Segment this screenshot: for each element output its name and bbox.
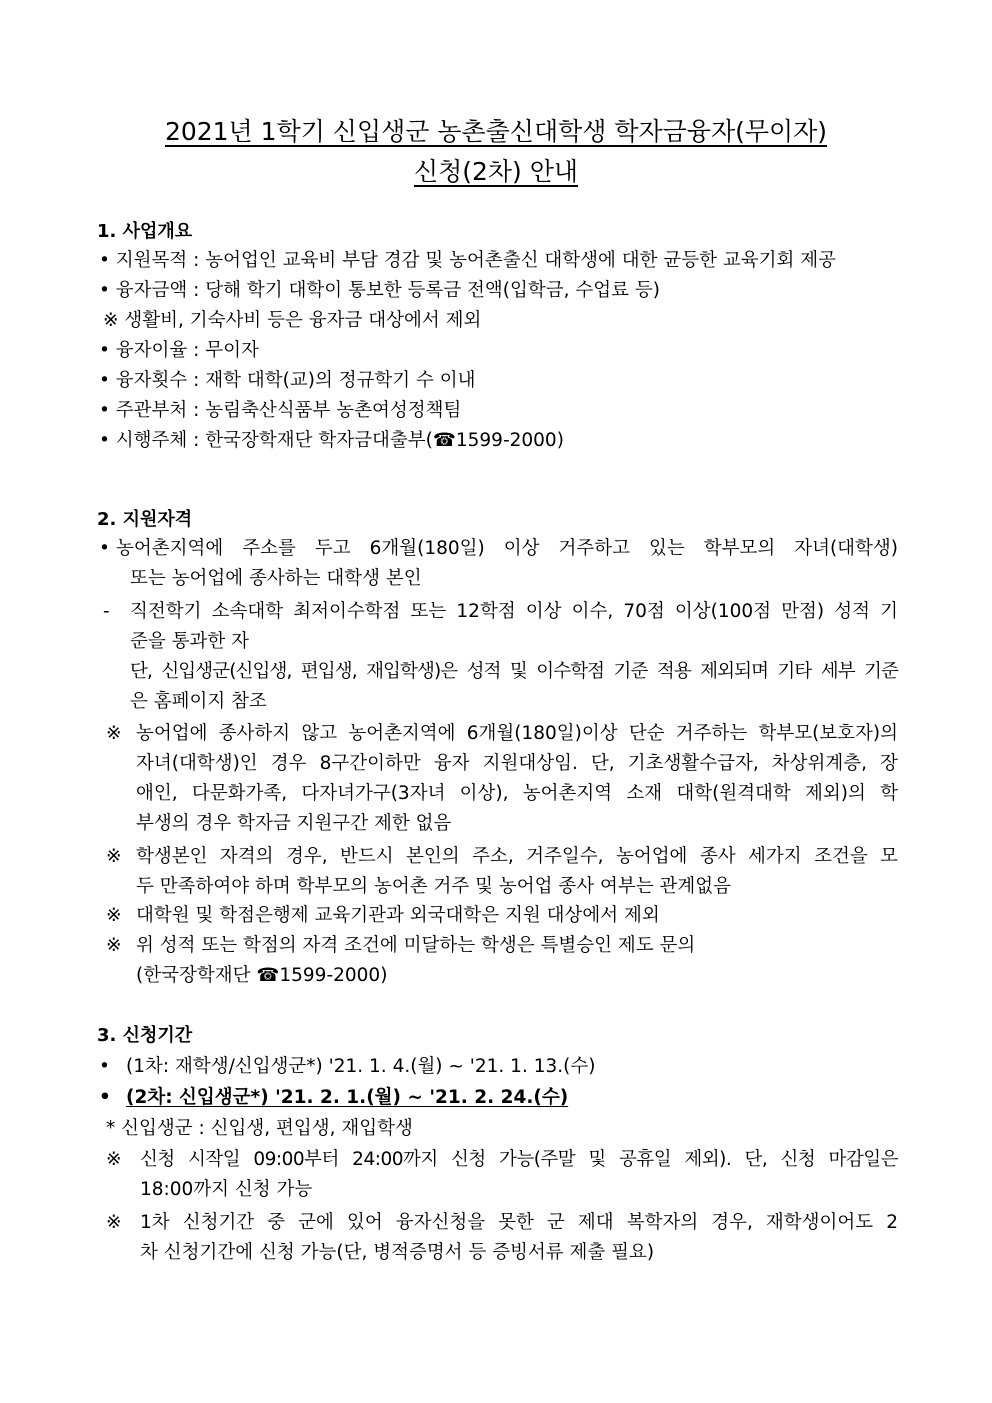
section1-heading: 1. 사업개요	[97, 221, 193, 242]
section2-heading: 2. 지원자격	[97, 509, 193, 530]
eligibility-note2-line2: 두 만족하여야 하며 학부모의 농어촌 거주 및 농어업 종사 여부는 관계없음	[136, 876, 731, 897]
overview-exclusion-note: ※ 생활비, 기숙사비 등은 융자금 대상에서 제외	[103, 310, 482, 331]
eligibility-note4-marker: ※	[106, 935, 122, 956]
eligibility-freshman-line1: 단, 신입생군(신입생, 편입생, 재입학생)은 성적 및 이수학점 기준 적용 제외되며 기타 세부 기준	[130, 661, 898, 682]
overview-operator: • 시행주체 : 한국장학재단 학자금대출부(☎1599-2000)	[99, 430, 564, 451]
overview-count: • 융자횟수 : 재학 대학(교)의 정규학기 수 이내	[99, 370, 476, 391]
period-note2-marker: ※	[106, 1212, 122, 1233]
period-note2-line1: 1차 신청기간 중 군에 있어 융자신청을 못한 군 제대 복학자의 경우, 재학생이어도 2	[140, 1212, 898, 1233]
period-note1-marker: ※	[106, 1149, 122, 1170]
eligibility-grade-line2: 준을 통과한 자	[130, 631, 249, 652]
eligibility-note4-line2: (한국장학재단 ☎1599-2000)	[136, 965, 388, 986]
period-round1-marker: •	[99, 1056, 110, 1077]
overview-amount: • 융자금액 : 당해 학기 대학이 통보한 등록금 전액(입학금, 수업료 등)	[99, 280, 660, 301]
eligibility-note1-line2: 자녀(대학생)인 경우 8구간이하만 융자 지원대상임. 단, 기초생활수급자, 차상위계층, 장	[136, 753, 898, 774]
eligibility-note1-line3: 애인, 다문화가족, 다자녀가구(3자녀 이상), 농어촌지역 소재 대학(원격대학 제외)의 학	[136, 783, 898, 804]
eligibility-note4-line1: 위 성적 또는 학점의 자격 조건에 미달하는 학생은 특별승인 제도 문의	[136, 935, 696, 956]
eligibility-grade-line1: 직전학기 소속대학 최저이수학점 또는 12학점 이상 이수, 70점 이상(100점 만점) 성적 기	[130, 601, 898, 622]
period-note1-line1: 신청 시작일 09:00부터 24:00까지 신청 가능(주말 및 공휴일 제외). 단, 신청 마감일은	[140, 1149, 898, 1170]
eligibility-note2-line1: 학생본인 자격의 경우, 반드시 본인의 주소, 거주일수, 농어업에 종사 세가지 조건을 모	[136, 846, 898, 867]
eligibility-bullet-marker: •	[99, 538, 110, 559]
period-round2-marker: •	[99, 1087, 111, 1108]
eligibility-main-line1: 농어촌지역에 주소를 두고 6개월(180일) 이상 거주하고 있는 학부모의 자녀(대학생)	[116, 538, 898, 559]
eligibility-note1-line1: 농어업에 종사하지 않고 농어촌지역에 6개월(180일)이상 단순 거주하는 학부모(보호자)의	[136, 723, 898, 744]
document-title-line1: 2021년 1학기 신입생군 농촌출신대학생 학자금융자(무이자)	[164, 117, 828, 146]
eligibility-dash-marker: -	[103, 601, 110, 622]
eligibility-note1-marker: ※	[106, 723, 122, 744]
document-title-line2: 신청(2차) 안내	[413, 157, 579, 186]
period-note1-line2: 18:00까지 신청 가능	[140, 1179, 313, 1200]
overview-purpose: • 지원목적 : 농어업인 교육비 부담 경감 및 농어촌출신 대학생에 대한 균등한 교육기회 제공	[99, 250, 836, 271]
eligibility-note3-marker: ※	[106, 905, 122, 926]
section3-heading: 3. 신청기간	[97, 1025, 193, 1046]
overview-interest: • 융자이율 : 무이자	[99, 340, 259, 361]
period-round2: (2차: 신입생군*) '21. 2. 1.(월) ~ '21. 2. 24.(수)	[126, 1087, 569, 1108]
eligibility-note2-marker: ※	[106, 846, 122, 867]
period-freshman-definition: * 신입생군 : 신입생, 편입생, 재입학생	[106, 1118, 413, 1139]
overview-ministry: • 주관부처 : 농림축산식품부 농촌여성정책팀	[99, 400, 462, 421]
period-note2-line2: 차 신청기간에 신청 가능(단, 병적증명서 등 증빙서류 제출 필요)	[140, 1242, 655, 1263]
eligibility-note3: 대학원 및 학점은행제 교육기관과 외국대학은 지원 대상에서 제외	[136, 905, 660, 926]
period-round1: (1차: 재학생/신입생군*) '21. 1. 4.(월) ~ '21. 1. 13.(수)	[126, 1056, 596, 1077]
eligibility-freshman-line2: 은 홈페이지 참조	[130, 691, 267, 712]
eligibility-main-line2: 또는 농어업에 종사하는 대학생 본인	[130, 568, 422, 589]
eligibility-note1-line4: 부생의 경우 학자금 지원구간 제한 없음	[136, 813, 452, 834]
